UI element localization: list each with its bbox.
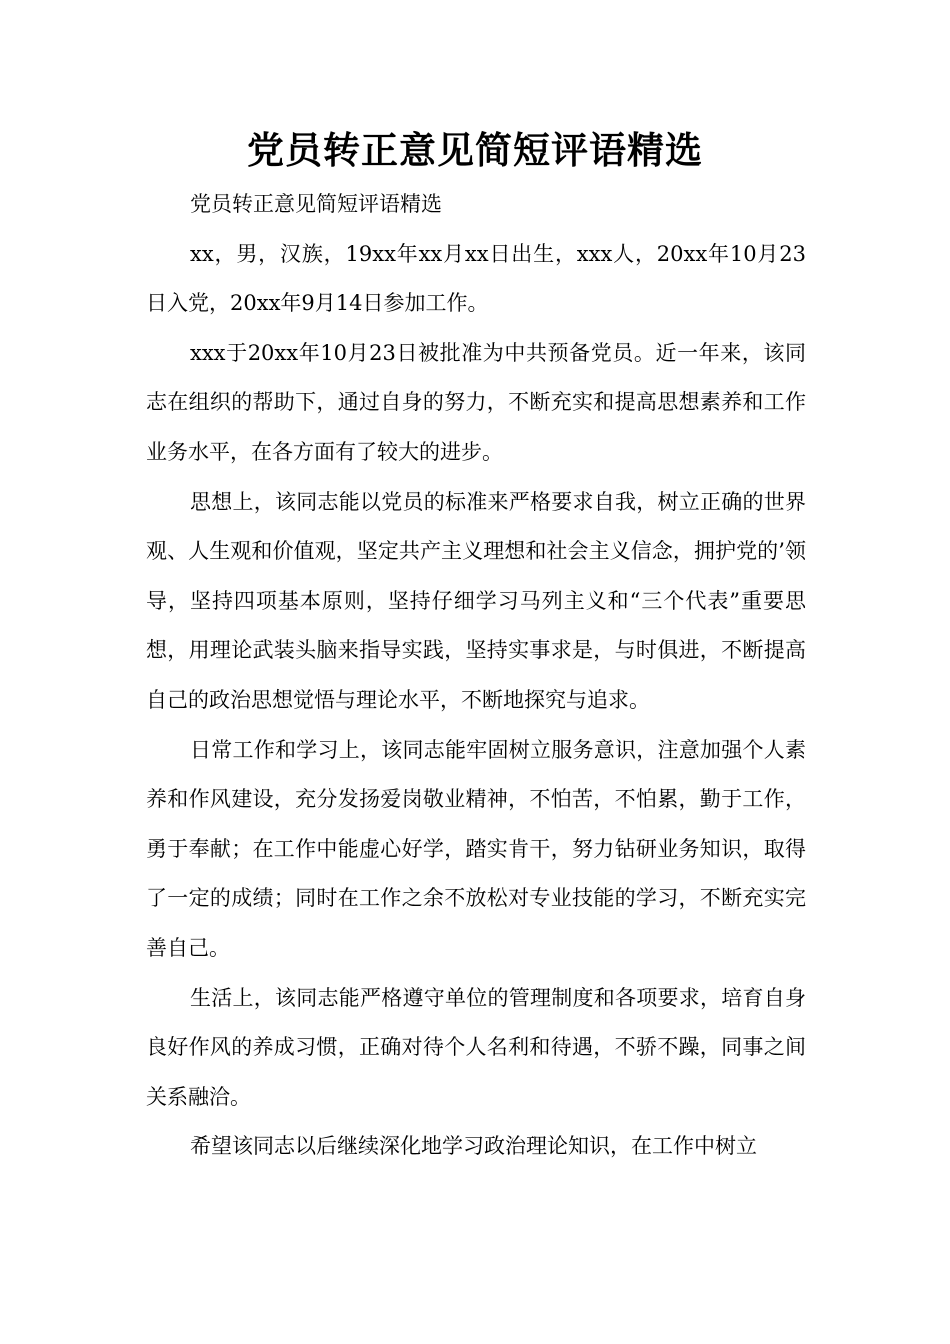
document-body [146, 180, 806, 1172]
paragraph-personal-info: xx，男，汉族，19xx年xx月xx日出生，xxx人，20xx年10月23日入党，20xx年9月14日参加工作。 [146, 241, 806, 316]
paragraph-work-study: 日常工作和学习上，该同志能牢固树立服务意识，注意加强个人素养和作风建设，充分发扬爱岗敬业精神，不怕苦，不怕累，勤于工作，勇于奉献；在工作中能虚心好学，踏实肯干，努力钻研业务知识，取得了一定的成绩；同时在工作之余不放松对专业技能的学习，不断充实完善自己。 [146, 737, 806, 960]
paragraph-life: 生活上，该同志能严格遵守单位的管理制度和各项要求，培育自身良好作风的养成习惯，正确对待个人名利和待遇，不骄不躁，同事之间关系融洽。 [146, 985, 806, 1109]
paragraph-hope: 希望该同志以后继续深化地学习政治理论知识，在工作中树立 [190, 1134, 757, 1159]
paragraph-probation: xxx于20xx年10月23日被批准为中共预备党员。近一年来，该同志在组织的帮助下，通过自身的努力，不断充实和提高思想素养和工作业务水平，在各方面有了较大的进步。 [146, 340, 806, 464]
paragraph-ideology: 思想上，该同志能以党员的标准来严格要求自我，树立正确的世界观、人生观和价值观，坚定共产主义理想和社会主义信念，拥护党的’领导，坚持四项基本原则，坚持仔细学习马列主义和“三个代表”重要思想，用理论武装头脑来指导实践，坚持实事求是，与时俱进，不断提高自己的政治思想觉悟与理论水平，不断地探究与追求。 [146, 489, 806, 712]
paragraph-subtitle: 党员转正意见简短评语精选 [190, 192, 442, 216]
document-title: 党员转正意见简短评语精选 [247, 129, 703, 172]
